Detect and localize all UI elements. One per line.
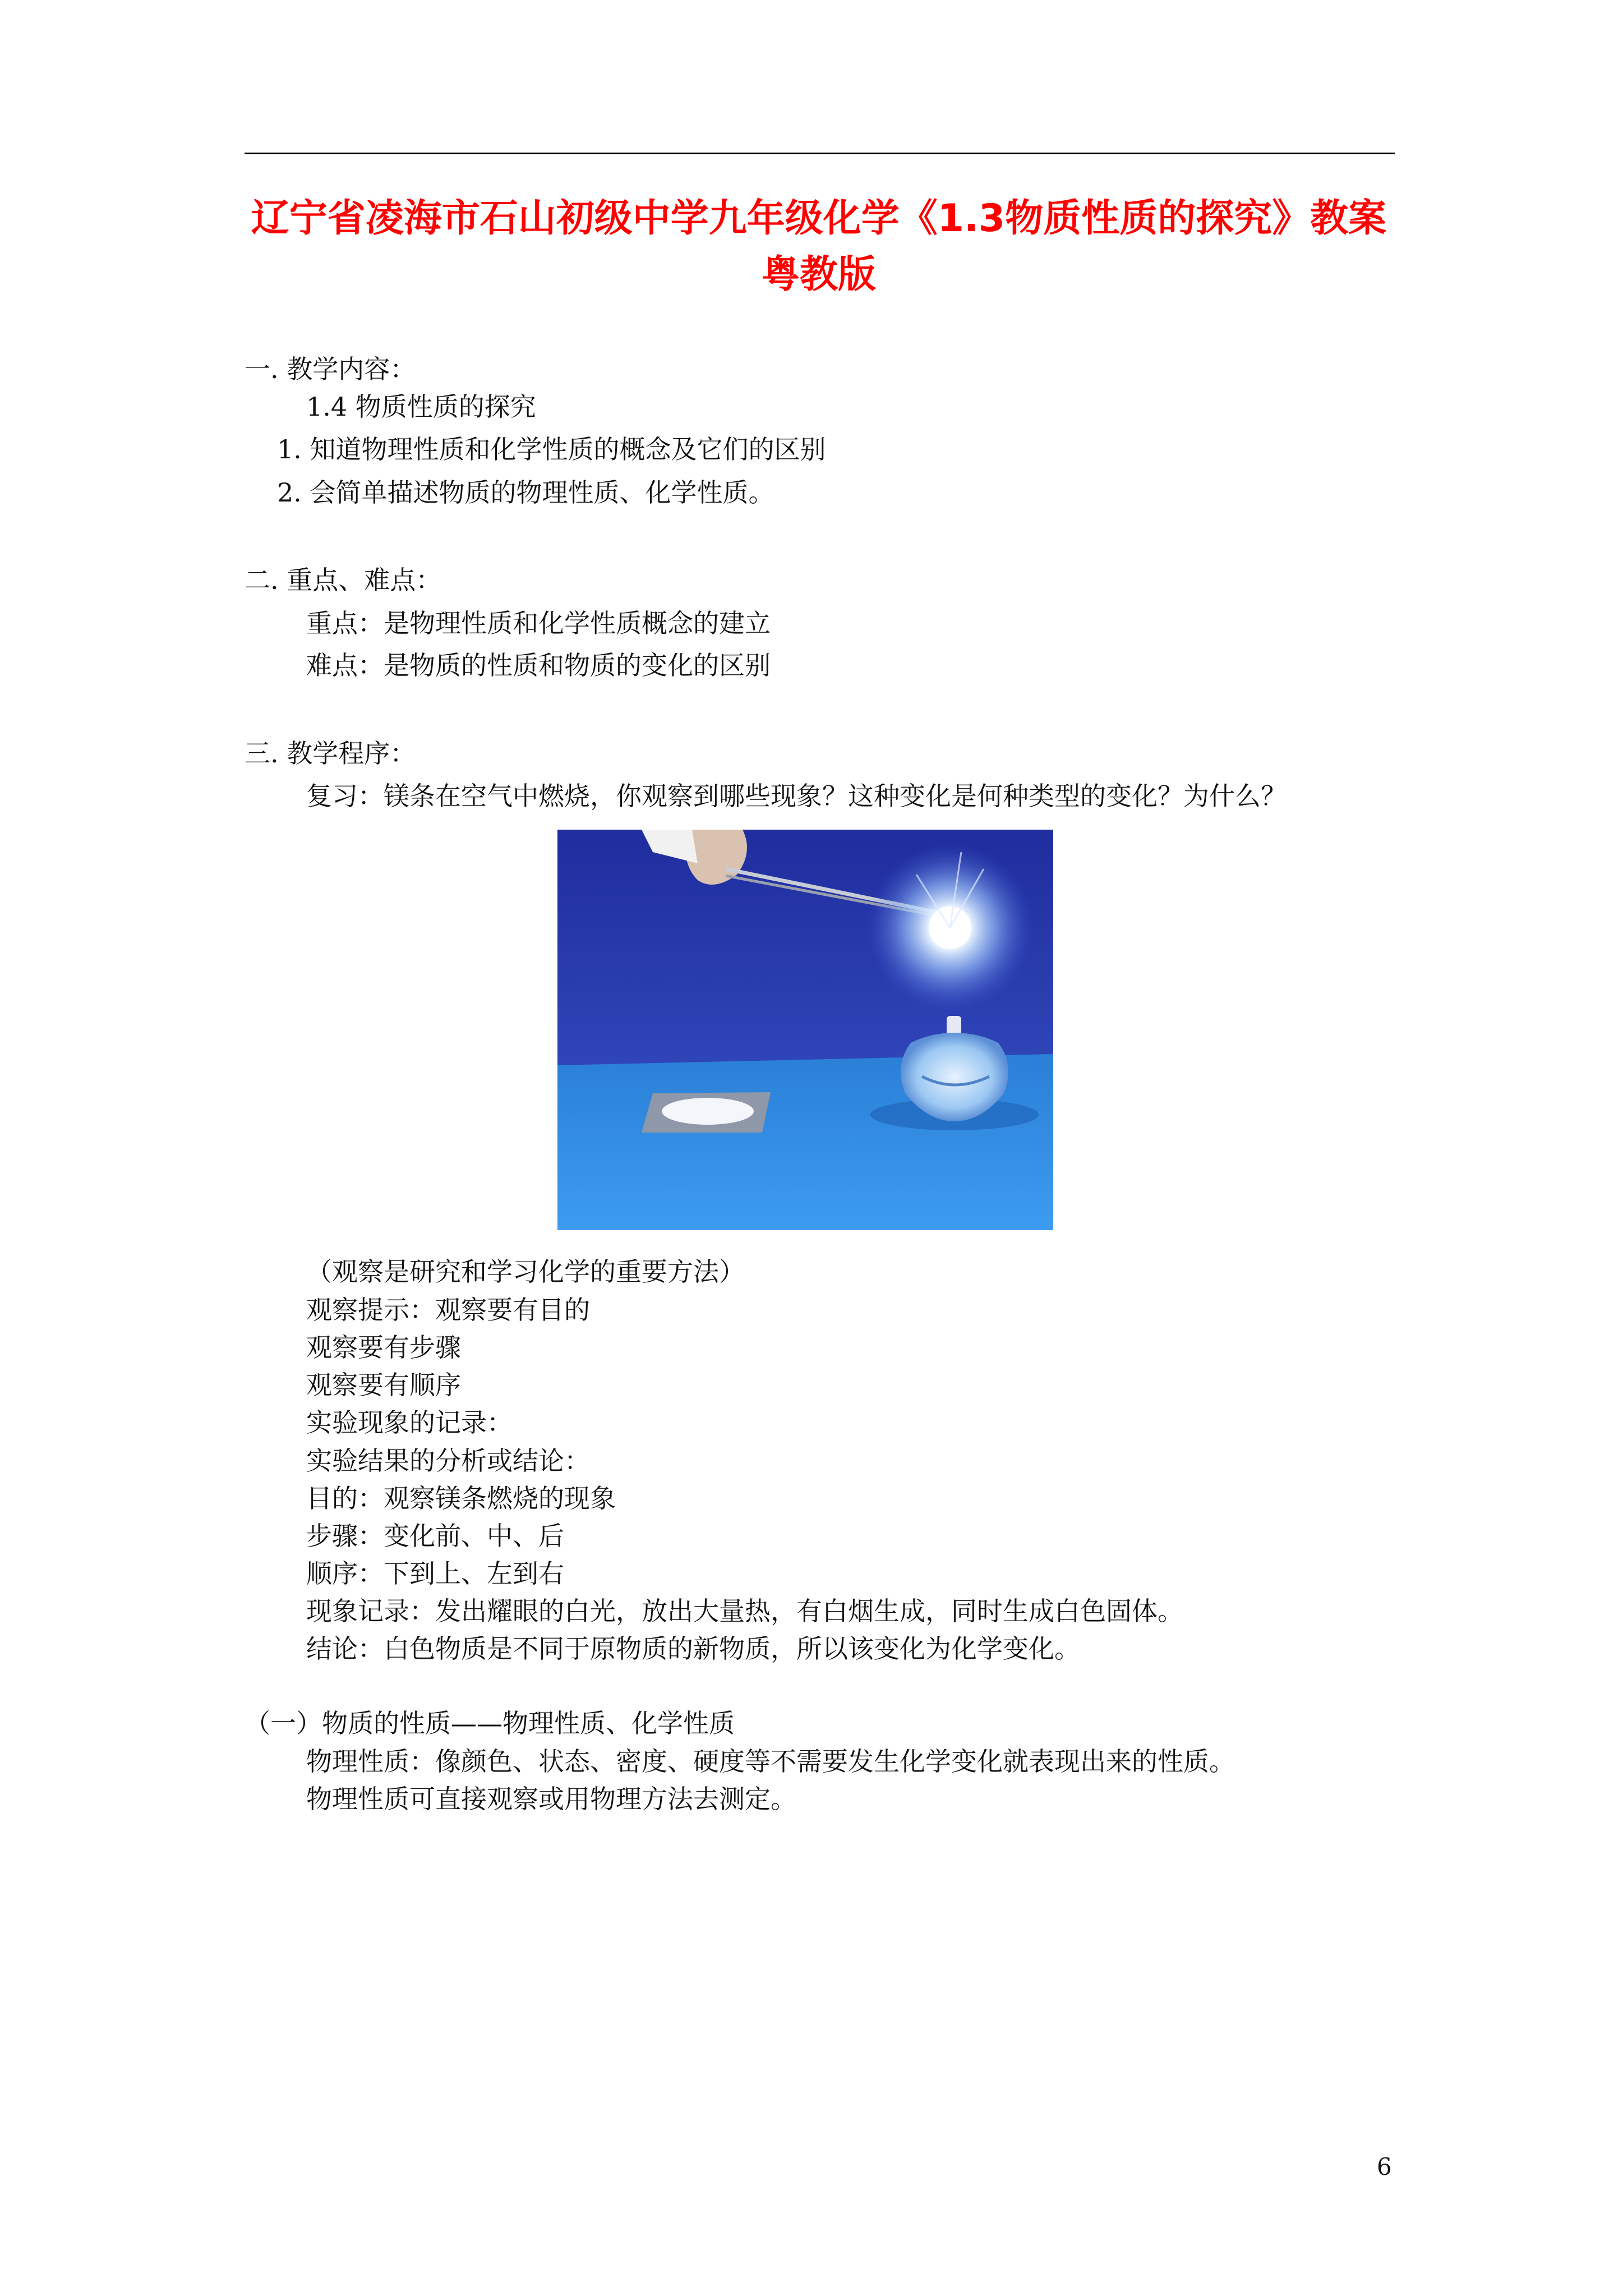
section3-line-4: 观察要有顺序 (306, 1370, 461, 1400)
title-line-1: 辽宁省凌海市石山初级中学九年级化学《1.3物质性质的探究》教案 (251, 196, 1387, 241)
subsection-heading: （一）物质的性质——物理性质、化学性质 (245, 1708, 735, 1738)
section3-line-7: 目的：观察镁条燃烧的现象 (306, 1483, 616, 1513)
page-number: 6 (1377, 2153, 1392, 2180)
section3-heading: 三. 教学程序： (245, 738, 416, 769)
section2-heading: 二. 重点、难点： (245, 565, 442, 595)
section1-subtitle: 1.4 物质性质的探究 (306, 392, 536, 422)
section3-line-3: 观察要有步骤 (306, 1332, 461, 1363)
section1-heading: 一. 教学内容： (245, 354, 416, 384)
section2-key-point: 重点：是物理性质和化学性质概念的建立 (306, 608, 771, 638)
section3-line-5: 实验现象的记录： (306, 1407, 513, 1438)
section3-line-1: （观察是研究和学习化学的重要方法） (306, 1257, 745, 1287)
title-line-2: 粤教版 (761, 252, 876, 297)
document-title (213, 191, 1424, 303)
section3-line-6: 实验结果的分析或结论： (306, 1446, 590, 1476)
section3-review: 复习：镁条在空气中燃烧，你观察到哪些现象？这种变化是何种类型的变化？为什么？ (306, 781, 1287, 811)
section3-line-9: 顺序：下到上、左到右 (306, 1558, 564, 1589)
section3-line-2: 观察提示：观察要有目的 (306, 1295, 590, 1325)
magnesium-burning-photo (557, 830, 1053, 1230)
section1-item-1: 1. 知道物理性质和化学性质的概念及它们的区别 (277, 434, 826, 464)
section2-difficulty: 难点：是物质的性质和物质的变化的区别 (306, 650, 771, 680)
subsection-line-1: 物理性质：像颜色、状态、密度、硬度等不需要发生化学变化就表现出来的性质。 (306, 1746, 1235, 1777)
section1-item-2: 2. 会简单描述物质的物理性质、化学性质。 (277, 477, 774, 508)
subsection-line-2: 物理性质可直接观察或用物理方法去测定。 (306, 1784, 796, 1814)
section3-line-10: 现象记录：发出耀眼的白光，放出大量热，有白烟生成，同时生成白色固体。 (306, 1596, 1183, 1626)
header-rule (245, 153, 1395, 154)
section3-line-11: 结论：白色物质是不同于原物质的新物质，所以该变化为化学变化。 (306, 1634, 1080, 1664)
section3-line-8: 步骤：变化前、中、后 (306, 1521, 564, 1551)
